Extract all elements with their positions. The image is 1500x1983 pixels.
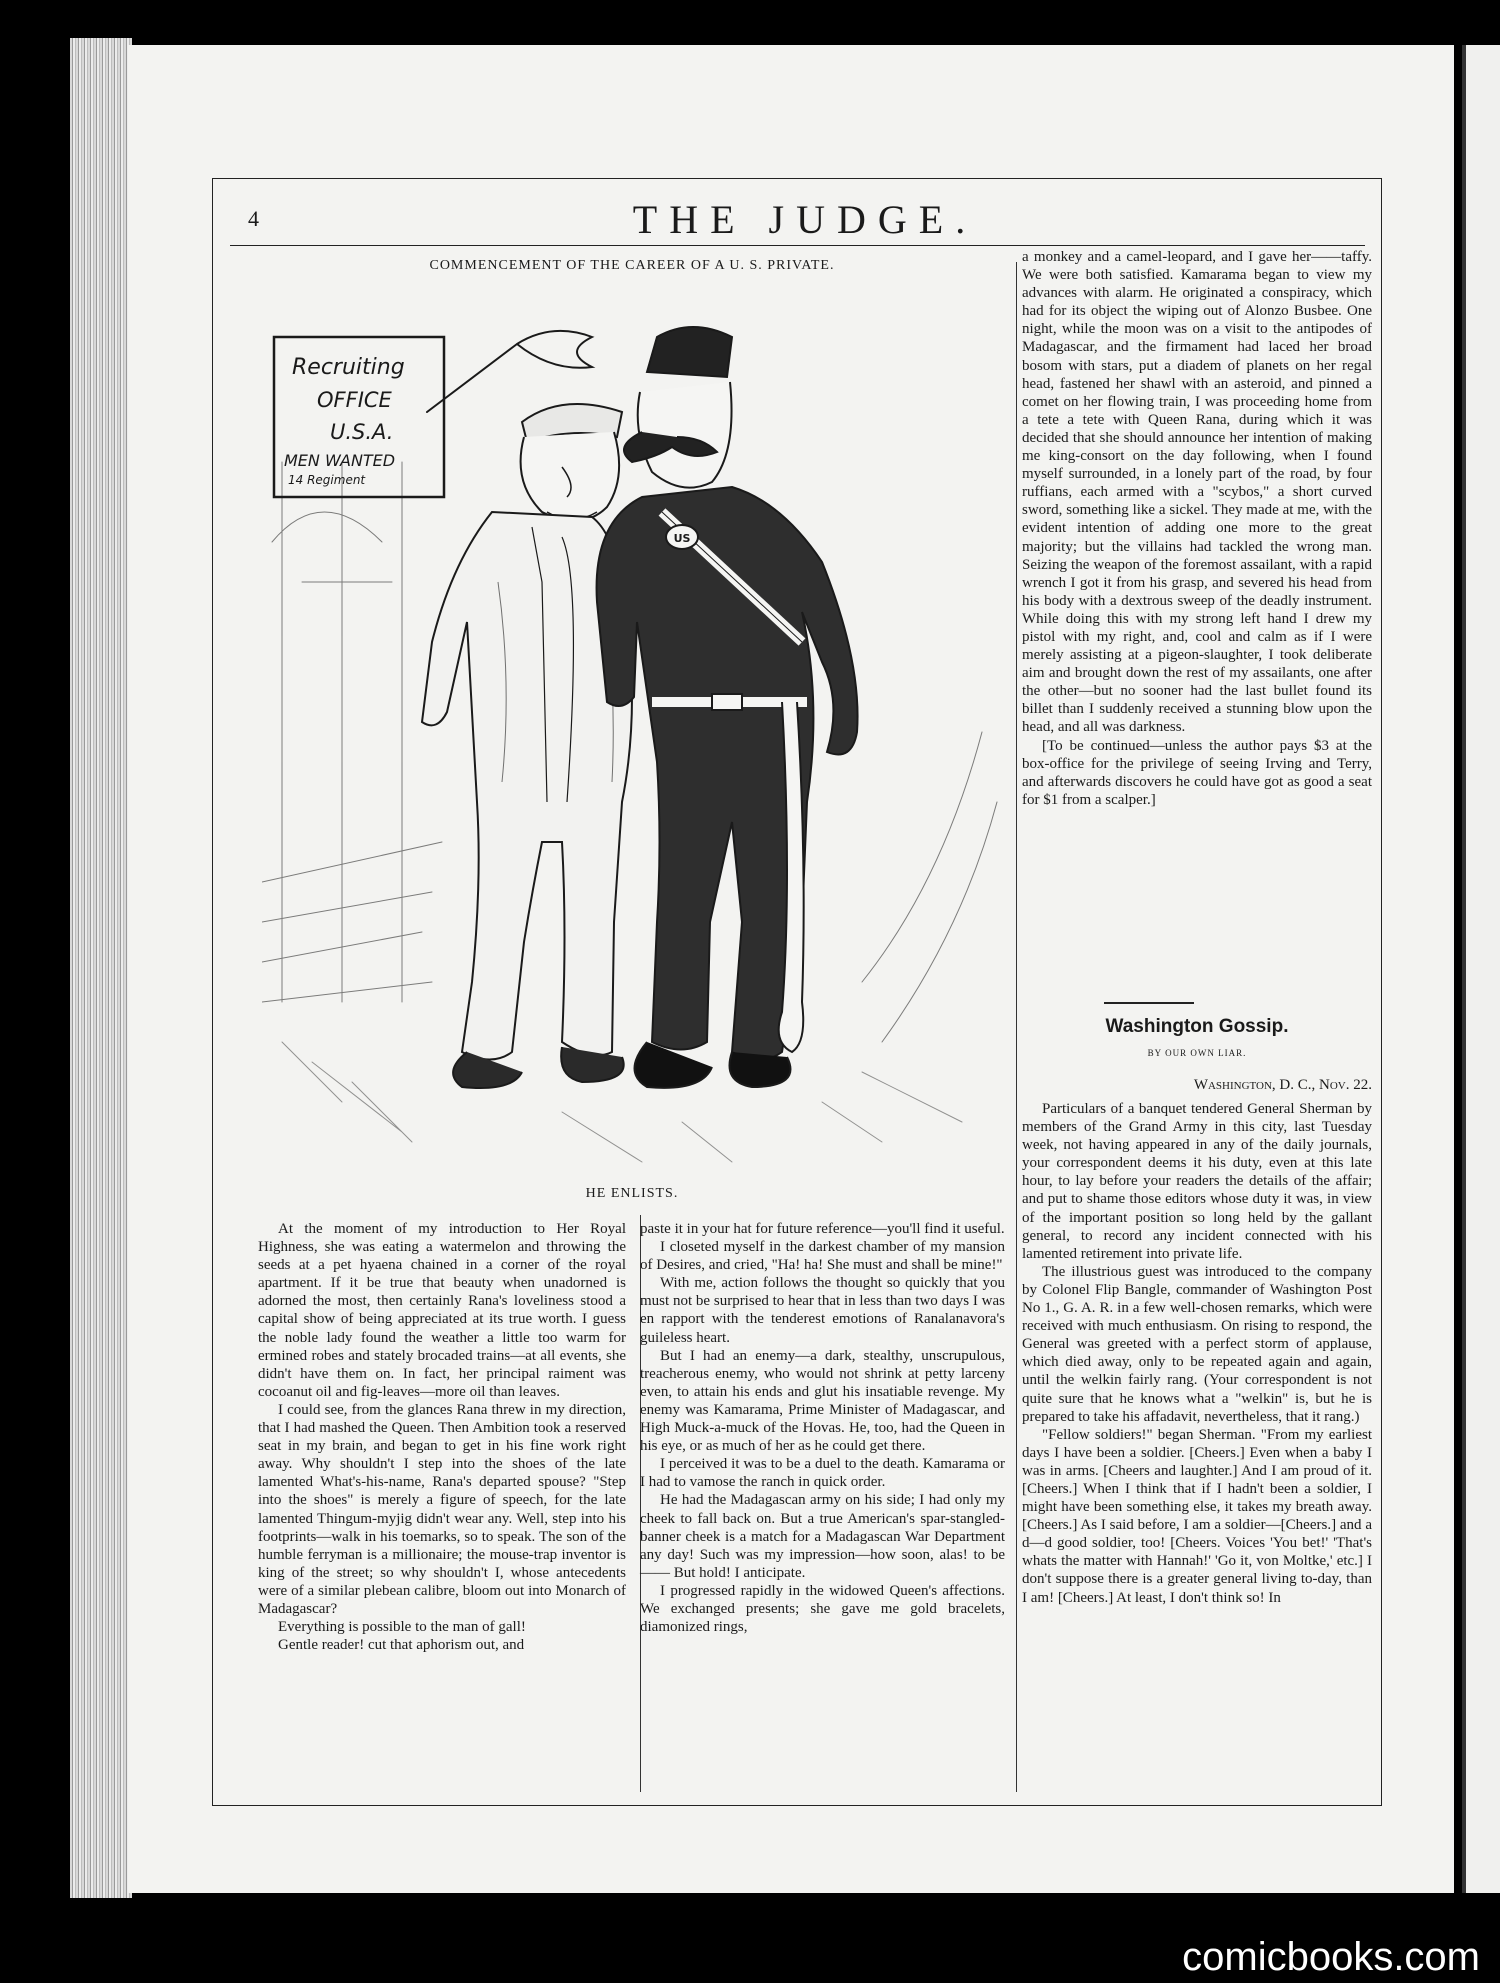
paragraph: paste it in your hat for future reference—you'll find it useful.: [640, 1221, 1005, 1237]
soldier-figure: [597, 327, 858, 1088]
sign-line: U.S.A.: [330, 420, 394, 444]
paragraph: He had the Madagascan army on his side; I had only my cheek to fall back on. But a true American's spar-stangled-banner cheek is a match for a Madagascan War Department any day! Such was my impression—how soon, alas! to be—— But hold! I anticipate.: [640, 1492, 1005, 1581]
column-rule: [1016, 262, 1017, 1792]
sign-line: OFFICE: [317, 388, 392, 412]
paragraph: At the moment of my introduction to Her Royal Highness, she was eating a watermelon and throwing the seeds at a pet hyaena chained in a corner of the royal apartment. If it be true that beauty when unadorned is adorned the most, then certainly Rana's loveliness stood a capital show of being appreciated at its true worth. I guess the noble lady found the weather a little too warm for ermined robes and stately brocaded trains—at all events, she didn't have them on. In fact, her principal raiment was cocoanut oil and fig-leaves—more oil than leaves.: [258, 1221, 626, 1400]
paragraph: The illustrious guest was introduced to the company by Colonel Flip Bangle, commander of Washington Post No 1., G. A. R. in a few well-chosen remarks, which were received with much enthusiasm. On rising to respond, the General was greeted with a perfect storm of applause, which died away, only to be repeated again and again, until the welkin fairly rang. (Your correspondent is not quite sure that he knows what a "welkin" is, but he is prepared to take his affadavit, nevertheless, that it rang.): [1022, 1263, 1372, 1425]
story-column-1: [258, 1220, 626, 1654]
paragraph: But I had an enemy—a dark, stealthy, unscrupulous, treacherous enemy, who would not shrink at petty larceny even, to attain his ends and glut his insatiable revenge. My enemy was Kamarama, Prime Minister of Madagascar, and High Muck-a-muck of the Hovas. He, too, had the Queen in his eye, or as much of her as he could get there.: [640, 1347, 1005, 1455]
paragraph: I perceived it was to be a duel to the death. Kamarama or I had to vamose the ranch in quick order.: [640, 1456, 1005, 1491]
gossip-heading: Washington Gossip.: [1105, 1016, 1289, 1037]
paragraph: I could see, from the glances Rana threw in my direction, that I had mashed the Queen. Then Ambition took a reserved seat in my brain, and began to get in his fine work right away. Why shouldn't I step into the shoes of the late lamented What's-his-name, Rana's departed spouse? "Step into the shoes" is merely a figure of speech, for the late lamented Thingum-myjig didn't wear any. Well, step into his footprints—walk in his toemarks, so to speak. The son of the humble ferryman is a millionaire; the mouse-trap inventor is king of the street; so why shouldn't I, whose antecedents were of a similar plebean calibre, bloom out into Monarch of Madagascar?: [258, 1401, 626, 1617]
masthead-title: THE JUDGE.: [632, 197, 978, 242]
gossip-column: [1022, 1100, 1372, 1607]
paragraph: [To be continued—unless the author pays $3 at the box-office for the privilege of seeing Irving and Terry, and afterwards discovers he could have got as good a seat for $1 from a scalper.]: [1022, 737, 1372, 808]
paragraph: I closeted myself in the darkest chamber of my mansion of Desires, and cried, "Ha! ha! She must and shall be mine!": [640, 1239, 1005, 1274]
story-column-3: [1022, 248, 1372, 809]
paragraph: I progressed rapidly in the widowed Queen's affections. We exchanged presents; she gave me gold bracelets, diamonized rings,: [640, 1582, 1005, 1636]
adjacent-page-edge: [1462, 45, 1500, 1893]
masthead-rule: [230, 245, 1365, 246]
book-page-edges: [70, 38, 132, 1898]
sign-line: 14 Regiment: [288, 473, 366, 487]
belt-plate-label: US: [673, 532, 691, 545]
gossip-dateline: Washington, D. C., Nov. 22.: [1193, 1077, 1372, 1093]
paragraph: Gentle reader! cut that aphorism out, and: [278, 1637, 525, 1654]
civilian-figure: [422, 404, 632, 1088]
section-rule: [1104, 1002, 1194, 1004]
gossip-byline: BY OUR OWN LIAR.: [1147, 1048, 1247, 1058]
paragraph: With me, action follows the thought so quickly that you must not be surprised to hear that in less than two days I was en rapport with the tenderest emotions of Ranalanavora's guileless heart.: [640, 1275, 1005, 1346]
paragraph: a monkey and a camel-leopard, and I gave her——taffy. We were both satisfied. Kamarama began to view my advances with alarm. He originated a conspiracy, which had for its object the wiping out of Alonzo Busbee. One night, while the moon was on a visit to the antipodes of Madagascar, and the firmament had laced her broad bosom with stars, put a diadem of planets on her regal head, fastened her shawl with an asteroid, and pinned a comet on her flowing train, I was proceeding home from a tete a tete with Queen Rana, during which it was decided that she should announce her intention of making me king-consort on the day following, when I found myself surrounded, in a lonely part of the road, by four ruffians, each armed with a "scybos," a short curved sword, something like a sickel. They made at me, with the evident intention of adding one more to the great majority; but the villains had tackled the wrong man. Seizing the weapon of the foremost assailant, with a rapid wrench I got it from his grasp, and severed his head from his body with a dextrous sweep of the deadly instrument. While doing this with my strong left hand I drew my pistol with my right, and, cool and calm as if I were merely assisting at a pigeon-slaughter, I took deliberate aim and brought down the rest of my assailants, one after the other—but no sooner had the last bullet found its billet than I suddenly received a stunning blow upon the head, and all was darkness.: [1022, 249, 1372, 736]
cartoon-caption-top: COMMENCEMENT OF THE CAREER OF A U. S. PRIVATE.: [429, 258, 835, 273]
sign-line: MEN WANTED: [284, 451, 396, 470]
paragraph: "Fellow soldiers!" began Sherman. "From my earliest days I have been a soldier. [Cheers.] Even when a baby I was in arms. [Cheers and laughter.] And I am proud of it. [Cheers.] When I think that if I hadn't been a soldier, I might have been something else, it takes my breath away. [Cheers.] As I said before, I am a soldier—[Cheers.] and a d—d good soldier, too! [Cheers. Voices 'You bet!' 'That's whats the matter with Hannah!' 'Go it, von Moltke,' etc.] I don't suppose there is a greater general living to-day, than I am! [Cheers.] At least, I don't think so! In: [1022, 1426, 1372, 1606]
paragraph: Particulars of a banquet tendered General Sherman by members of the Grand Army in this city, last Tuesday week, not having appeared in any of the daily journals, your correspondent deems it his duty, even at this late hour, to lay before your readers the details of the affair; and put to shame those editors whose duty it was, in view of the important position so long held by the gallant general, to record any incident connected with his lamented retirement into private life.: [1022, 1101, 1372, 1262]
sign-line: Recruiting: [292, 355, 405, 380]
cartoon-he-enlists: [262, 282, 1002, 1172]
cartoon-caption-bottom: HE ENLISTS.: [585, 1186, 679, 1201]
story-column-2: [640, 1220, 1005, 1636]
page-number: 4: [248, 206, 259, 231]
paragraph: Everything is possible to the man of gall!: [278, 1619, 526, 1636]
site-watermark: comicbooks.com: [1182, 1935, 1480, 1979]
